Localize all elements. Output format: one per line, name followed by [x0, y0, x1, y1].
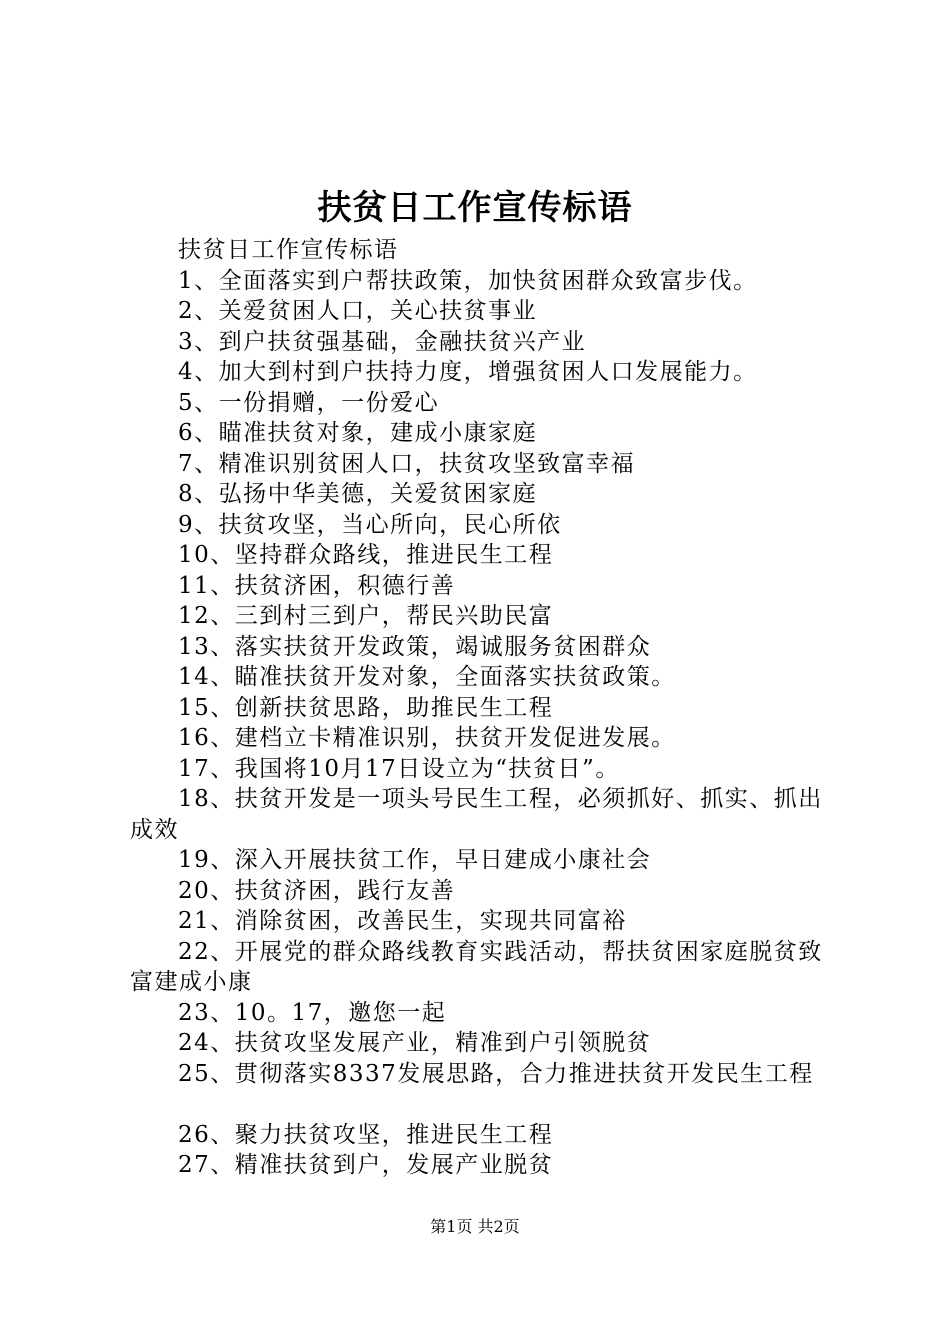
slogan-item: 1、全面落实到户帮扶政策，加快贫困群众致富步伐。	[178, 267, 758, 294]
slogan-item: 12、三到村三到户，帮民兴助民富	[178, 603, 554, 629]
slogan-item: 21、消除贫困，改善民生，实现共同富裕	[178, 908, 627, 934]
slogan-item: 27、精准扶贫到户，发展产业脱贫	[178, 1152, 554, 1178]
slogan-item: 5、一份捐赠，一份爱心	[178, 389, 440, 416]
slogan-item: 9、扶贫攻坚，当心所向，民心所依	[178, 511, 562, 538]
document-title: 扶贫日工作宣传标语	[317, 188, 633, 228]
slogan-item: 4、加大到村到户扶持力度，增强贫困人口发展能力。	[178, 359, 758, 385]
slogan-item: 3、到户扶贫强基础，金融扶贫兴产业	[178, 328, 587, 355]
slogan-item: 23、10。17，邀您一起	[178, 999, 447, 1026]
slogan-item: 6、瞄准扶贫对象，建成小康家庭	[178, 420, 538, 446]
slogan-item: 20、扶贫济困，践行友善	[178, 877, 456, 904]
slogan-item: 16、建档立卡精准识别，扶贫开发促进发展。	[178, 725, 676, 751]
slogan-item: 25、贯彻落实8337发展思路，合力推进扶贫开发民生工程	[178, 1060, 814, 1087]
slogan-item: 13、落实扶贫开发政策，竭诚服务贫困群众	[178, 633, 652, 660]
page-footer: 第1页 共2页	[430, 1217, 520, 1236]
slogan-item: 14、瞄准扶贫开发对象，全面落实扶贫政策。	[178, 664, 676, 690]
slogan-item: 17、我国将10月17日设立为“扶贫日”。	[178, 755, 620, 782]
slogan-item: 15、创新扶贫思路，助推民生工程	[178, 694, 554, 721]
document-body	[130, 235, 830, 1181]
slogan-item: 7、精准识别贫困人口，扶贫攻坚致富幸福	[178, 450, 636, 477]
slogan-item: 18、扶贫开发是一项头号民生工程，必须抓好、抓实、抓出成效	[130, 786, 823, 843]
slogan-item: 8、弘扬中华美德，关爱贫困家庭	[178, 481, 538, 507]
slogan-item: 24、扶贫攻坚发展产业，精准到户引领脱贫	[178, 1030, 652, 1056]
body-heading: 扶贫日工作宣传标语	[178, 237, 399, 263]
slogan-item: 22、开展党的群众路线教育实践活动，帮扶贫困家庭脱贫致富建成小康	[130, 938, 823, 995]
slogan-item: 26、聚力扶贫攻坚，推进民生工程	[178, 1121, 554, 1148]
blank-line	[130, 1089, 830, 1120]
slogan-item: 11、扶贫济困，积德行善	[178, 572, 456, 599]
slogan-item: 2、关爱贫困人口，关心扶贫事业	[178, 298, 538, 324]
slogan-item: 10、坚持群众路线，推进民生工程	[178, 542, 554, 568]
slogan-item: 19、深入开展扶贫工作，早日建成小康社会	[178, 847, 652, 873]
